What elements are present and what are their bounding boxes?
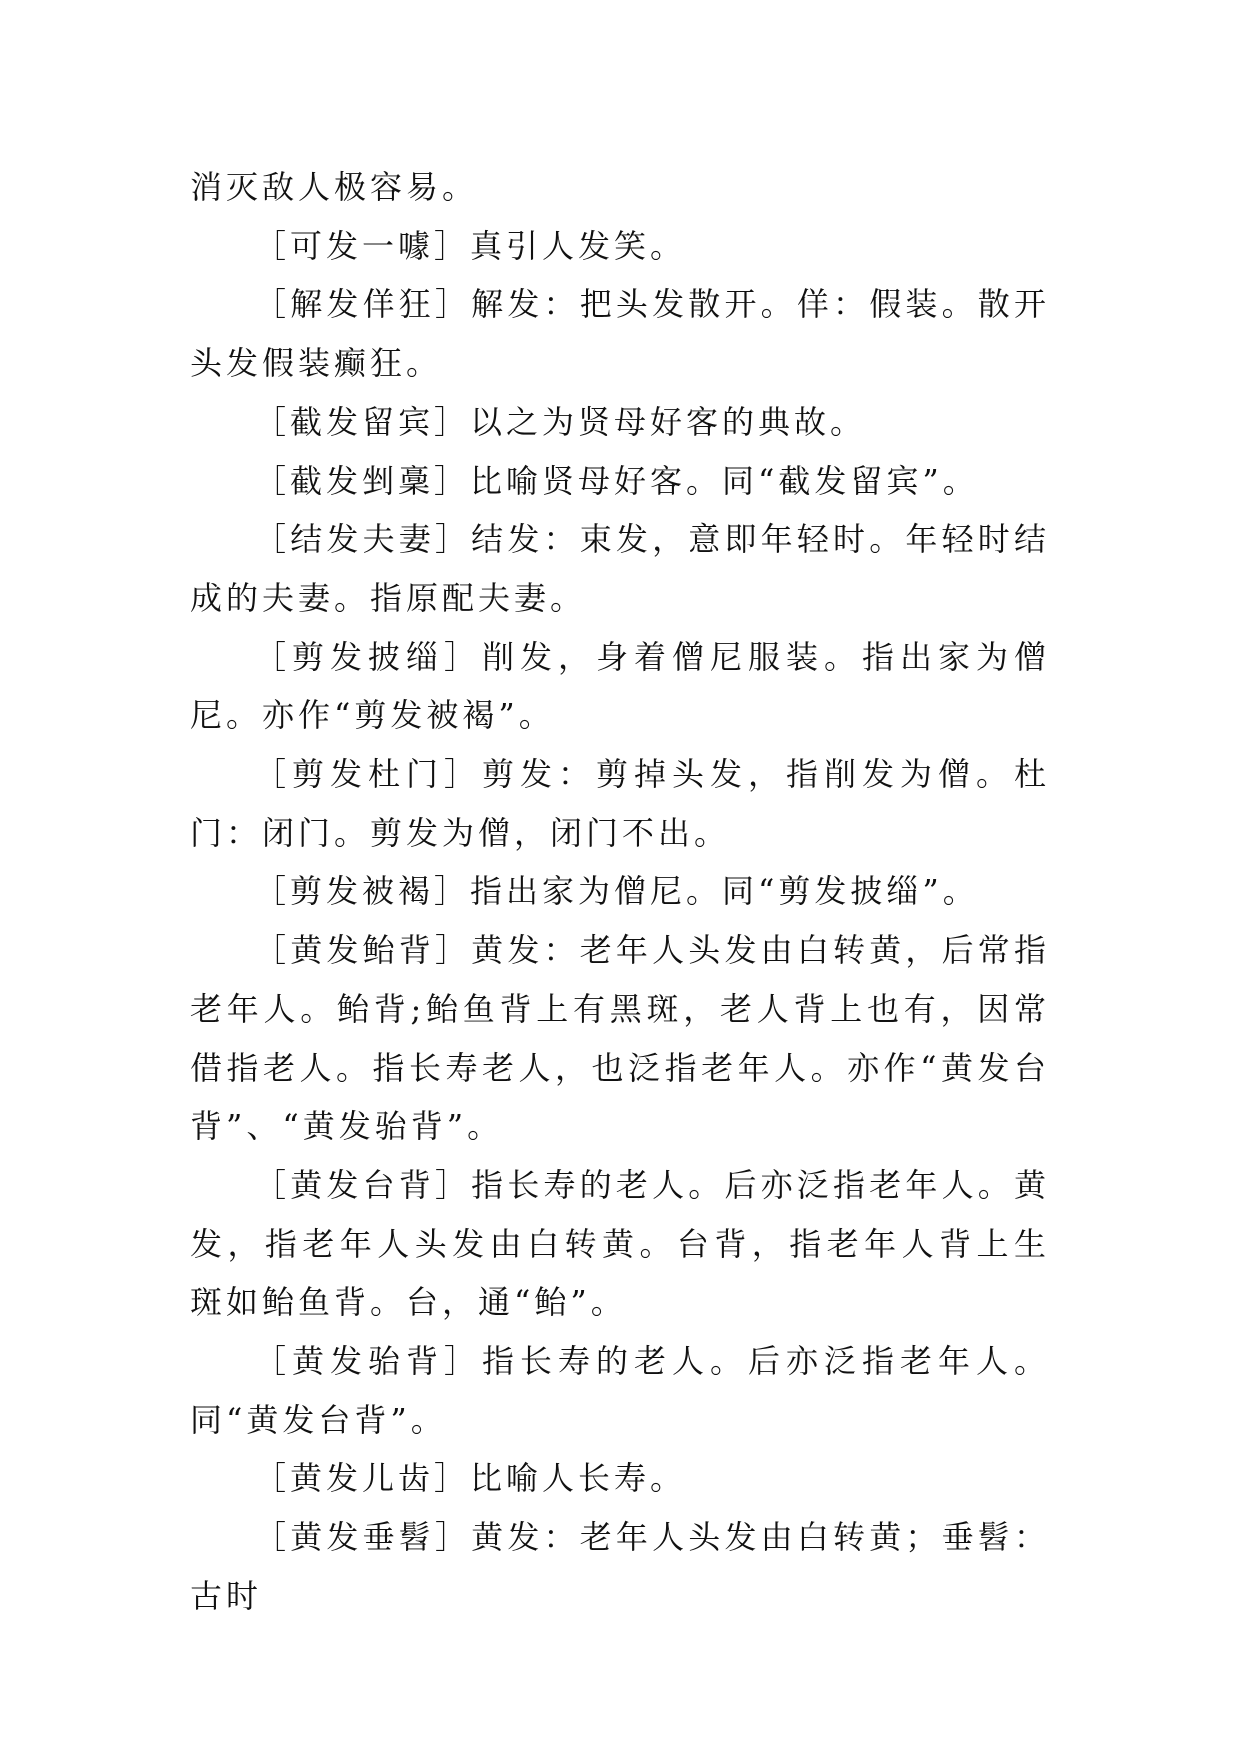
paragraph-2 <box>190 275 1050 392</box>
paragraph-11 <box>190 1332 1050 1449</box>
paragraph-0 <box>190 158 1050 217</box>
entry-definition: 削发，身着僧尼服装。指出家为僧尼。亦作“剪发被褐”。 <box>190 637 1050 735</box>
entry-term: ［剪发杜门］ <box>254 755 482 794</box>
entry-term: ［剪发披缁］ <box>254 637 482 676</box>
entry-definition: 以之为贤母好客的典故。 <box>470 402 867 441</box>
entry-definition: 真引人发笑。 <box>470 226 687 265</box>
entry-term: ［截发剉稾］ <box>254 461 471 500</box>
entry-definition: 黄发：老年人头发由白转黄，后常指老年人。鲐背;鲐鱼背上有黑斑，老人背上也有，因常借指老人。指长寿老人，也泛指老年人。亦作“黄发台背”、“黄发骀背”。 <box>190 931 1050 1146</box>
entry-term: ［解发佯狂］ <box>254 285 472 324</box>
entry-definition: 指长寿的老人。后亦泛指老年人。黄发，指老年人头发由白转黄。台背，指老年人背上生斑如鲐鱼背。台，通“鲐”。 <box>190 1165 1050 1322</box>
entry-term: ［剪发被褐］ <box>254 872 471 911</box>
entry-term: ［可发一噱］ <box>254 226 471 265</box>
entry-term: ［黄发儿齿］ <box>254 1459 471 1498</box>
paragraph-12 <box>190 1449 1050 1508</box>
entry-definition: 黄发：老年人头发由白转黄；垂髫：古时 <box>190 1518 1050 1615</box>
entry-definition: 结发：束发，意即年轻时。年轻时结成的夫妻。指原配夫妻。 <box>190 520 1050 617</box>
paragraph-5 <box>190 510 1050 627</box>
entry-definition: 比喻人长寿。 <box>470 1459 687 1498</box>
paragraph-6 <box>190 628 1050 745</box>
paragraph-10 <box>190 1156 1050 1332</box>
entry-definition: 消灭敌人极容易。 <box>190 168 479 206</box>
paragraph-1 <box>190 217 1050 276</box>
entry-definition: 剪发：剪掉头发，指削发为僧。杜门：闭门。剪发为僧，闭门不出。 <box>190 755 1050 852</box>
paragraph-13 <box>190 1508 1050 1625</box>
paragraph-3 <box>190 393 1050 452</box>
paragraph-4 <box>190 452 1050 511</box>
paragraph-9 <box>190 921 1050 1156</box>
entry-term: ［截发留宾］ <box>254 402 471 441</box>
paragraph-7 <box>190 745 1050 862</box>
entry-term: ［黄发垂髫］ <box>254 1518 472 1557</box>
entry-definition: 指长寿的老人。后亦泛指老年人。同“黄发台背”。 <box>190 1342 1050 1439</box>
entry-term: ［黄发鲐背］ <box>254 931 472 970</box>
paragraph-8 <box>190 862 1050 921</box>
entry-definition: 解发：把头发散开。佯：假装。散开头发假装癫狂。 <box>190 285 1050 383</box>
entry-definition: 比喻贤母好客。同“截发留宾”。 <box>470 461 979 500</box>
entry-term: ［结发夫妻］ <box>254 520 472 559</box>
document-page <box>190 158 1050 1626</box>
entry-term: ［黄发骀背］ <box>254 1342 482 1381</box>
entry-definition: 指出家为僧尼。同“剪发披缁”。 <box>470 872 979 911</box>
entry-term: ［黄发台背］ <box>254 1165 472 1204</box>
